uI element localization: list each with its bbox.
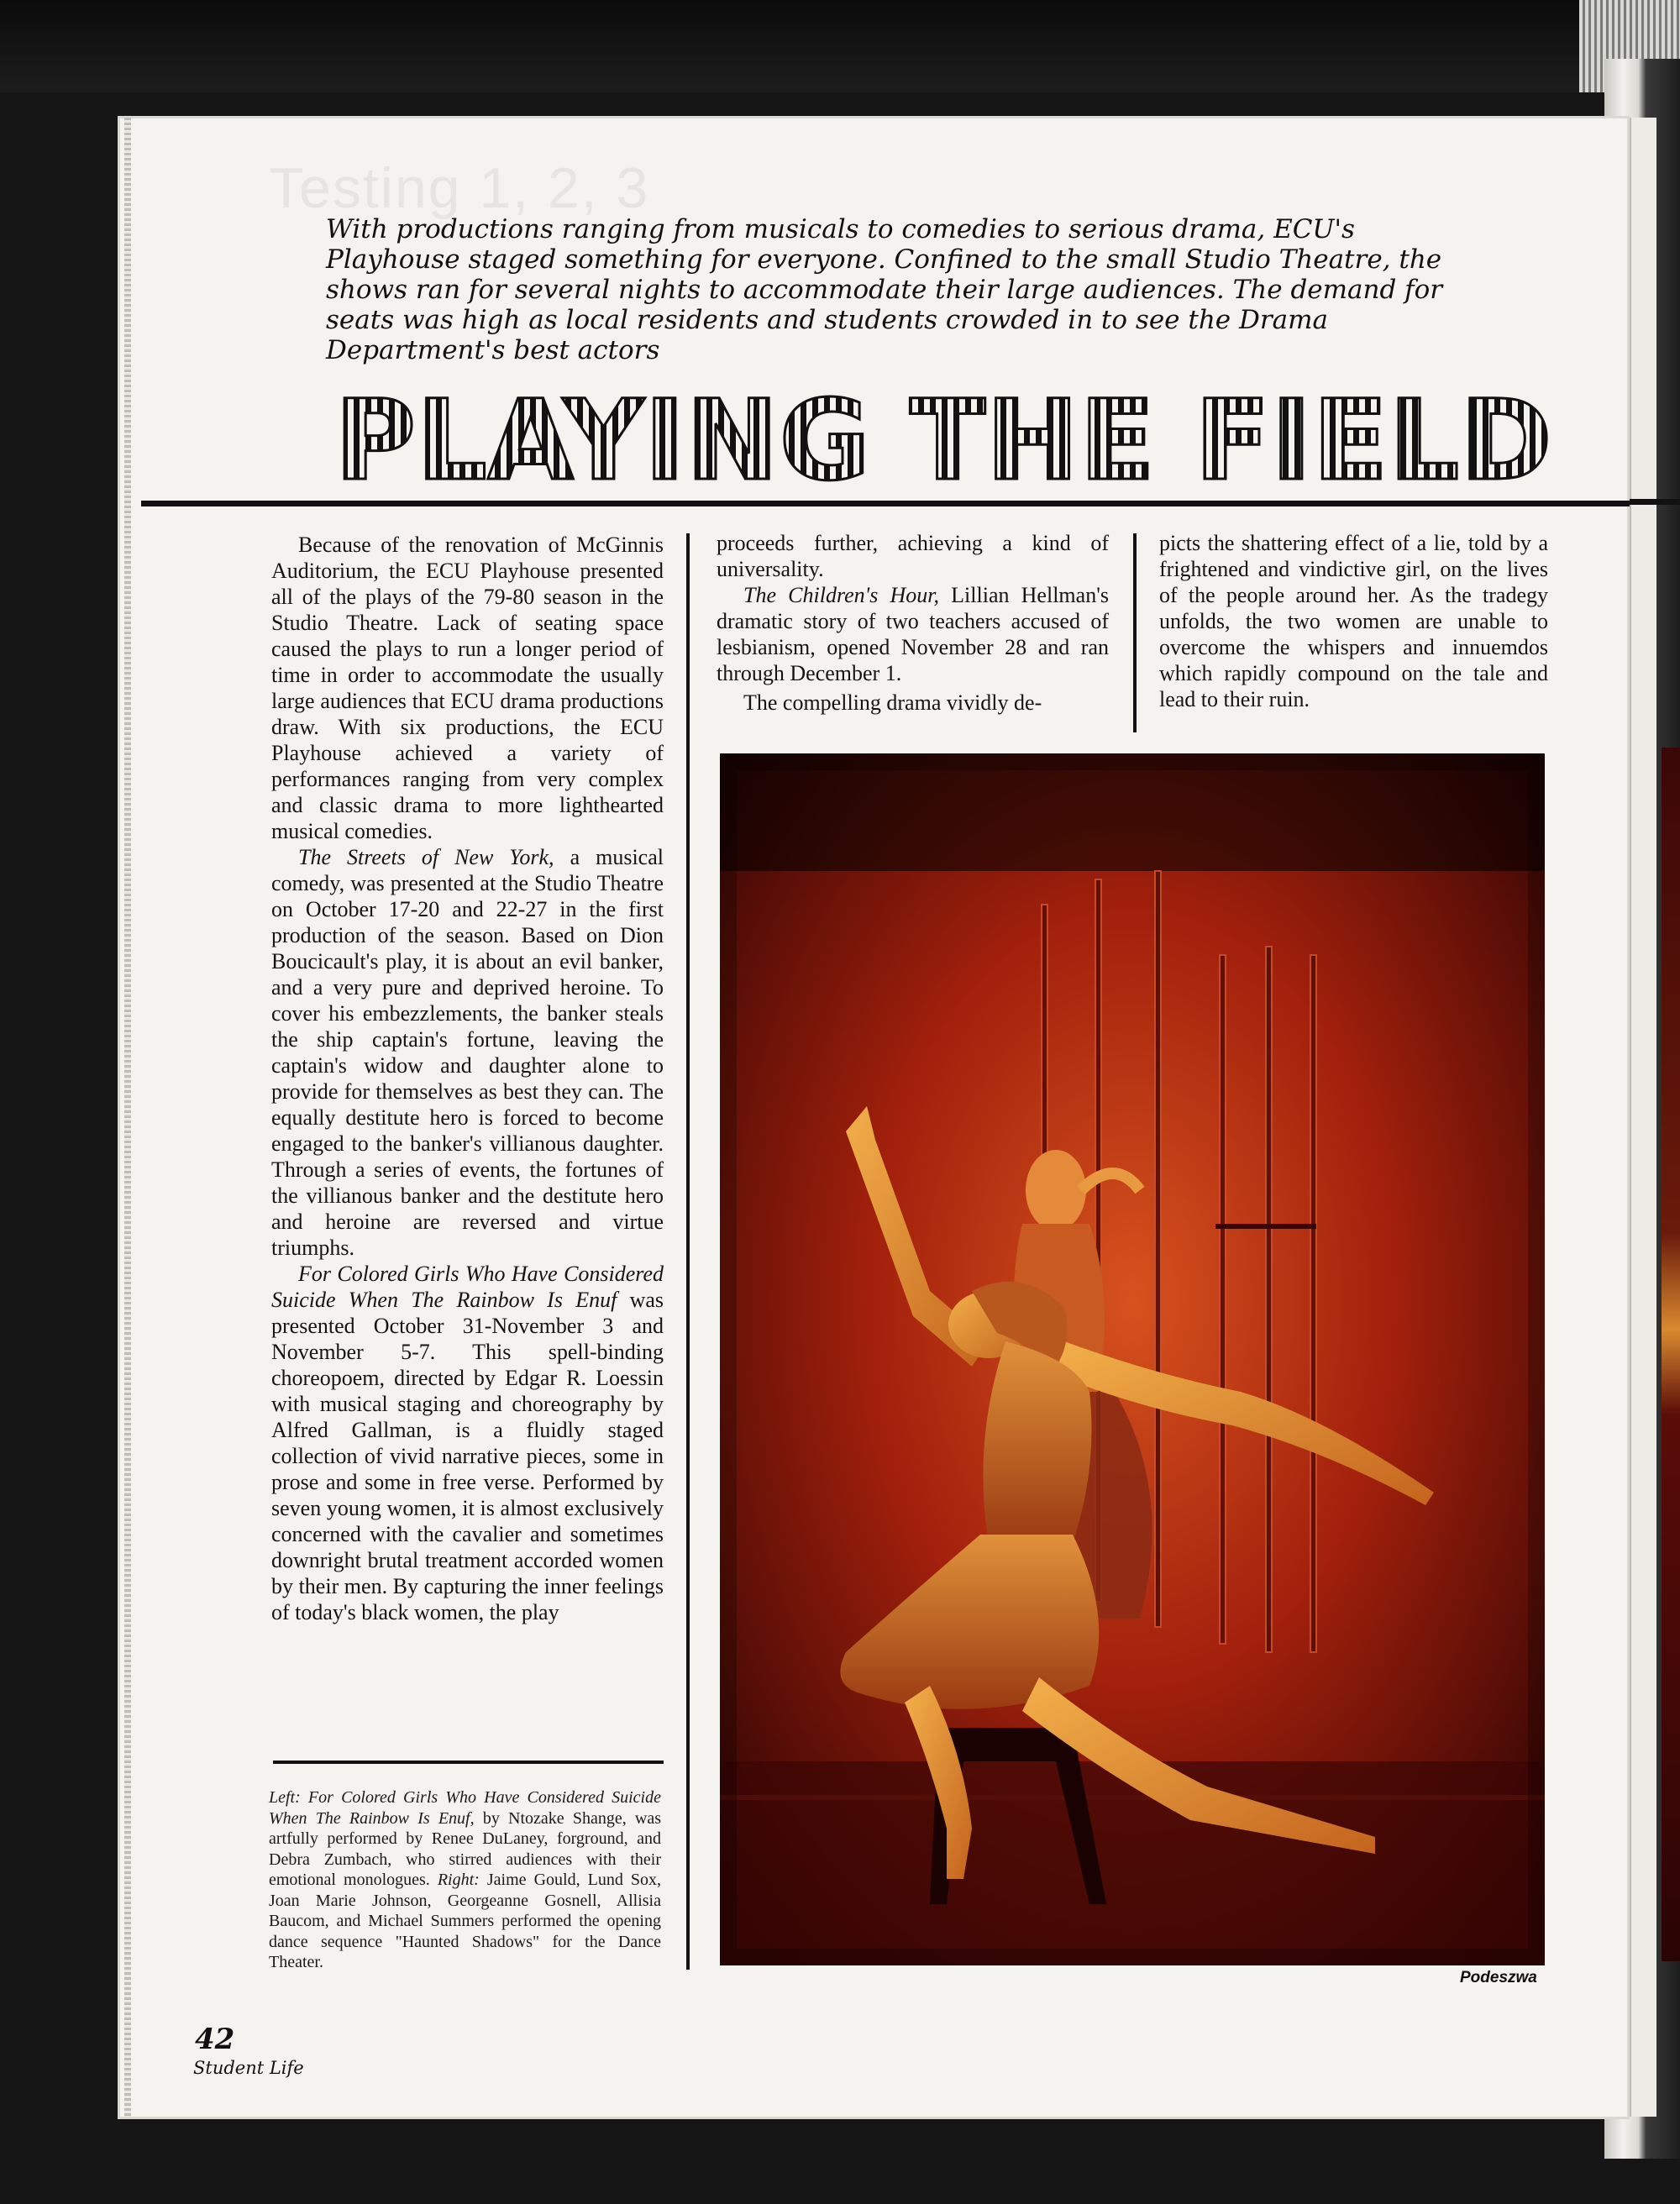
- photo-credit: Podeszwa: [1460, 1969, 1537, 1986]
- page-headline: [330, 388, 1557, 487]
- play-title: The Streets of New York,: [298, 845, 554, 869]
- article-paragraph: [717, 582, 1109, 686]
- article-column-1: [271, 532, 664, 1625]
- intro-line: seats was high as local residents and students crowded in to see the Drama: [326, 305, 1329, 335]
- article-column-2: [717, 530, 1109, 716]
- article-paragraph: The compelling drama vividly de-: [743, 690, 1042, 715]
- headline-rule: [141, 501, 1630, 506]
- column-divider: [1133, 533, 1137, 732]
- paragraph-text: a musical comedy, was presented at the Studio Theatre on October 17-20 and 22-27 in the first production of the season. Based on Dion Boucicault's play, it is about an evil banker, and a very pure and deprived heroine. To cover his embezzlements, the banker steals the ship captain's fortune, leaving the captain's widow and daughter alone to provide for themselves as best they can. The equally destitute hero is forced to become engaged to the banker's villianous daughter. Through a series of events, the fortunes of the villianous banker and the destitute hero and heroine are reversed and virtue triumphs.: [271, 845, 664, 1260]
- article-paragraph: [271, 844, 664, 1261]
- caption-text: Jaime Gould, Lund Sox, Joan Marie Johnson, Georgeanne Gosnell, Allisia Baucom, and Michael Summers performed the opening dance sequence "Haunted Shadows" for the Dance Theater.: [269, 1871, 661, 1971]
- paragraph-text: was presented October 31-November 3 and November 5-7. This spell-binding choreopoem, directed by Edgar R. Loessin with musical staging and choreography by Alfred Gallman, is a fluidly staged collection of vivid narrative pieces, some in prose and some in free verse. Performed by seven young women, it is almost exclusively concerned with the cavalier and sometimes downright brutal treatment accorded women by their men. By capturing the inner feelings of today's black women, the play: [271, 1288, 664, 1624]
- article-column-3: [1159, 530, 1548, 712]
- dance-photo: [720, 753, 1545, 1965]
- play-title: For Colored Girls Who Have Considered Suicide When The Rainbow Is Enuf: [271, 1262, 664, 1312]
- bleed-through-heading: Testing 1, 2, 3: [269, 156, 650, 220]
- page-edge: [124, 118, 131, 2117]
- headline-rule-extension: [1630, 499, 1680, 505]
- headline-art: [330, 388, 1557, 487]
- photo-caption: [269, 1787, 661, 1973]
- page-number: 42: [195, 2023, 235, 2056]
- intro-deck: [326, 214, 1540, 365]
- article-paragraph: proceeds further, achieving a kind of universality.: [717, 531, 1109, 581]
- caption-text: by Ntozake Shange, was artfully performed by Renee DuLaney, forground, and Debra Zumbach, who stirred audiences with their emotional monologues.: [269, 1808, 661, 1889]
- caption-label: Left: For Colored Girls Who Have Considered Suicide When The Rainbow Is Enuf,: [269, 1788, 661, 1828]
- play-title: The Children's Hour,: [743, 583, 940, 607]
- article-paragraph: [271, 1261, 664, 1625]
- intro-line: shows ran for several nights to accommodate their large audiences. The demand for: [326, 275, 1443, 305]
- headline-text: PLAYING THE FIELD: [334, 388, 1552, 487]
- intro-line: Playhouse staged something for everyone. Confined to the small Studio Theatre, the: [326, 244, 1442, 275]
- facing-page-photo-edge: [1662, 748, 1680, 1961]
- caption-rule: [273, 1761, 664, 1764]
- column-divider: [686, 533, 690, 1970]
- facing-page-edge: [1630, 118, 1656, 2117]
- scanner-background: [0, 0, 1680, 92]
- article-paragraph: picts the shattering effect of a lie, told by a frightened and vindictive girl, on the lives of the people around her. As the tradegy unfolds, the two women are unable to overcome the whispers and innuemdos which rapidly compound on the tale and lead to their ruin.: [1159, 531, 1548, 711]
- section-name: Student Life: [193, 2058, 304, 2078]
- caption-label: Right:: [437, 1871, 480, 1889]
- article-paragraph: Because of the renovation of McGinnis Auditorium, the ECU Playhouse presented all of the plays of the 79-80 season in the Studio Theatre. Lack of seating space caused the plays to run a longer period of time in order to accommodate the usually large audiences that ECU drama productions draw. With six productions, the ECU Playhouse achieved a variety of performances ranging from very complex and classic drama to more lighthearted musical comedies.: [271, 533, 664, 843]
- intro-line: Department's best actors: [326, 335, 660, 365]
- paragraph-text: Lillian Hellman's dramatic story of two teachers accused of lesbianism, opened November 28 and ran through December 1.: [717, 583, 1109, 685]
- intro-line: With productions ranging from musicals to comedies to serious drama, ECU's: [326, 214, 1355, 244]
